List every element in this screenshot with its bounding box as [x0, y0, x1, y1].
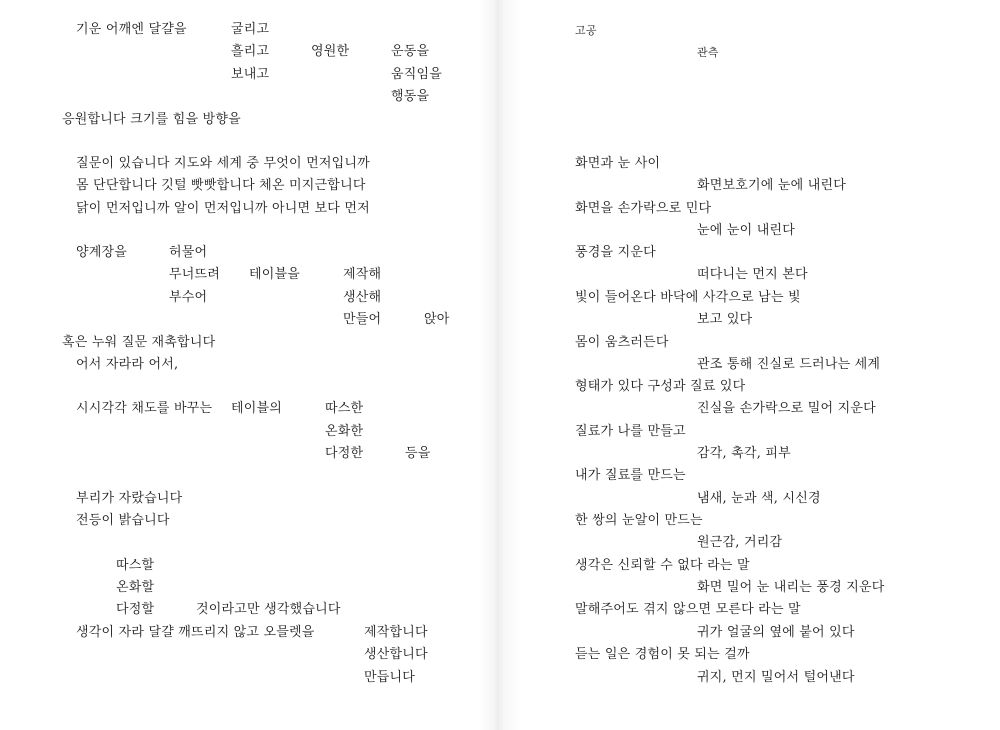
poem-line: 온화한 — [325, 424, 364, 439]
poem-line: 온화할 — [116, 580, 155, 595]
poem-line: 형태가 있다 구성과 질료 있다 — [575, 379, 746, 394]
poem-line: 응원합니다 크기를 힘을 방향을 — [62, 112, 241, 127]
poem-line: 것이라고만 생각했습니다 — [196, 602, 341, 617]
poem-line: 냄새, 눈과 색, 시신경 — [697, 491, 821, 506]
poem-line: 귀가 얼굴의 옆에 붙어 있다 — [697, 625, 855, 640]
poem-line: 허물어 — [169, 245, 208, 260]
poem-line: 제작해 — [343, 267, 382, 282]
poem-line: 테이블의 — [231, 401, 283, 416]
poem-line: 눈에 눈이 내린다 — [697, 223, 795, 238]
poem-line: 생산합니다 — [364, 647, 428, 662]
poem-line: 혹은 누워 질문 재촉합니다 — [62, 335, 216, 350]
poem-line: 보고 있다 — [697, 312, 753, 327]
poem-line: 따스한 — [325, 401, 364, 416]
poem-line: 앉아 — [424, 312, 450, 327]
poem-line: 말해주어도 겪지 않으면 모른다 라는 말 — [575, 602, 801, 617]
poem-title: 관측 — [697, 46, 719, 59]
poem-line: 만듭니다 — [364, 670, 416, 685]
poem-line: 감각, 촉각, 피부 — [697, 446, 791, 461]
poem-line: 빛이 들어온다 바닥에 사각으로 남는 빛 — [575, 290, 801, 305]
poem-line: 떠다니는 먼지 본다 — [697, 267, 808, 282]
poem-line: 질료가 나를 만들고 — [575, 424, 686, 439]
poem-line: 흘리고 — [231, 44, 270, 59]
poem-line: 관조 통해 진실로 드러나는 세계 — [697, 357, 881, 372]
poem-line: 다정한 — [325, 446, 364, 461]
poem-line: 등을 — [405, 446, 431, 461]
poem-line: 기운 어깨엔 달걀을 — [76, 22, 187, 37]
poem-line: 내가 질료를 만드는 — [575, 468, 686, 483]
poem-line: 화면을 손가락으로 민다 — [575, 201, 712, 216]
poem-line: 양계장을 — [76, 245, 128, 260]
poem-line: 풍경을 지운다 — [575, 245, 656, 260]
poem-line: 테이블을 — [249, 267, 301, 282]
poem-line: 화면보호기에 눈에 내린다 — [697, 178, 847, 193]
poem-line: 운동을 — [391, 44, 430, 59]
poem-line: 시시각각 채도를 바꾸는 — [76, 401, 213, 416]
poem-line: 몸이 움츠러든다 — [575, 335, 669, 350]
right-page — [497, 0, 1000, 730]
poem-line: 행동을 — [391, 89, 430, 104]
poem-line: 어서 자라라 어서, — [76, 357, 179, 372]
poem-line: 굴리고 — [231, 22, 270, 37]
poem-line: 생산해 — [343, 290, 382, 305]
poem-line: 보내고 — [231, 67, 270, 82]
poem-line: 영원한 — [311, 44, 350, 59]
poem-line: 부리가 자랐습니다 — [76, 491, 183, 506]
poem-line: 생각은 신뢰할 수 없다 라는 말 — [575, 558, 750, 573]
poem-line: 한 쌍의 눈알이 만드는 — [575, 513, 703, 528]
poem-line: 듣는 일은 경험이 못 되는 걸까 — [575, 647, 750, 662]
poem-line: 진실을 손가락으로 밀어 지운다 — [697, 401, 876, 416]
poem-line: 몸 단단합니다 깃털 빳빳합니다 체온 미지근합니다 — [76, 178, 366, 193]
poem-line: 화면 밀어 눈 내리는 풍경 지운다 — [697, 580, 885, 595]
poem-line: 만들어 — [343, 312, 382, 327]
poem-line: 화면과 눈 사이 — [575, 156, 661, 171]
poem-line: 따스할 — [116, 558, 155, 573]
poem-line: 전등이 밝습니다 — [76, 513, 170, 528]
poem-line: 부수어 — [169, 290, 208, 305]
poem-line: 질문이 있습니다 지도와 세계 중 무엇이 먼저입니까 — [76, 156, 370, 171]
poem-line: 원근감, 거리감 — [697, 535, 783, 550]
poem-line: 제작합니다 — [364, 625, 428, 640]
left-page — [0, 0, 497, 730]
poem-line: 닭이 먼저입니까 알이 먼저입니까 아니면 보다 먼저 — [76, 201, 370, 216]
poem-title: 고공 — [575, 24, 597, 37]
poem-line: 다정할 — [116, 602, 155, 617]
poem-line: 무너뜨려 — [169, 267, 221, 282]
poem-line: 움직임을 — [391, 67, 443, 82]
poem-line: 생각이 자라 달걀 깨뜨리지 않고 오믈렛을 — [76, 625, 315, 640]
poem-line: 귀지, 먼지 밀어서 털어낸다 — [697, 670, 855, 685]
